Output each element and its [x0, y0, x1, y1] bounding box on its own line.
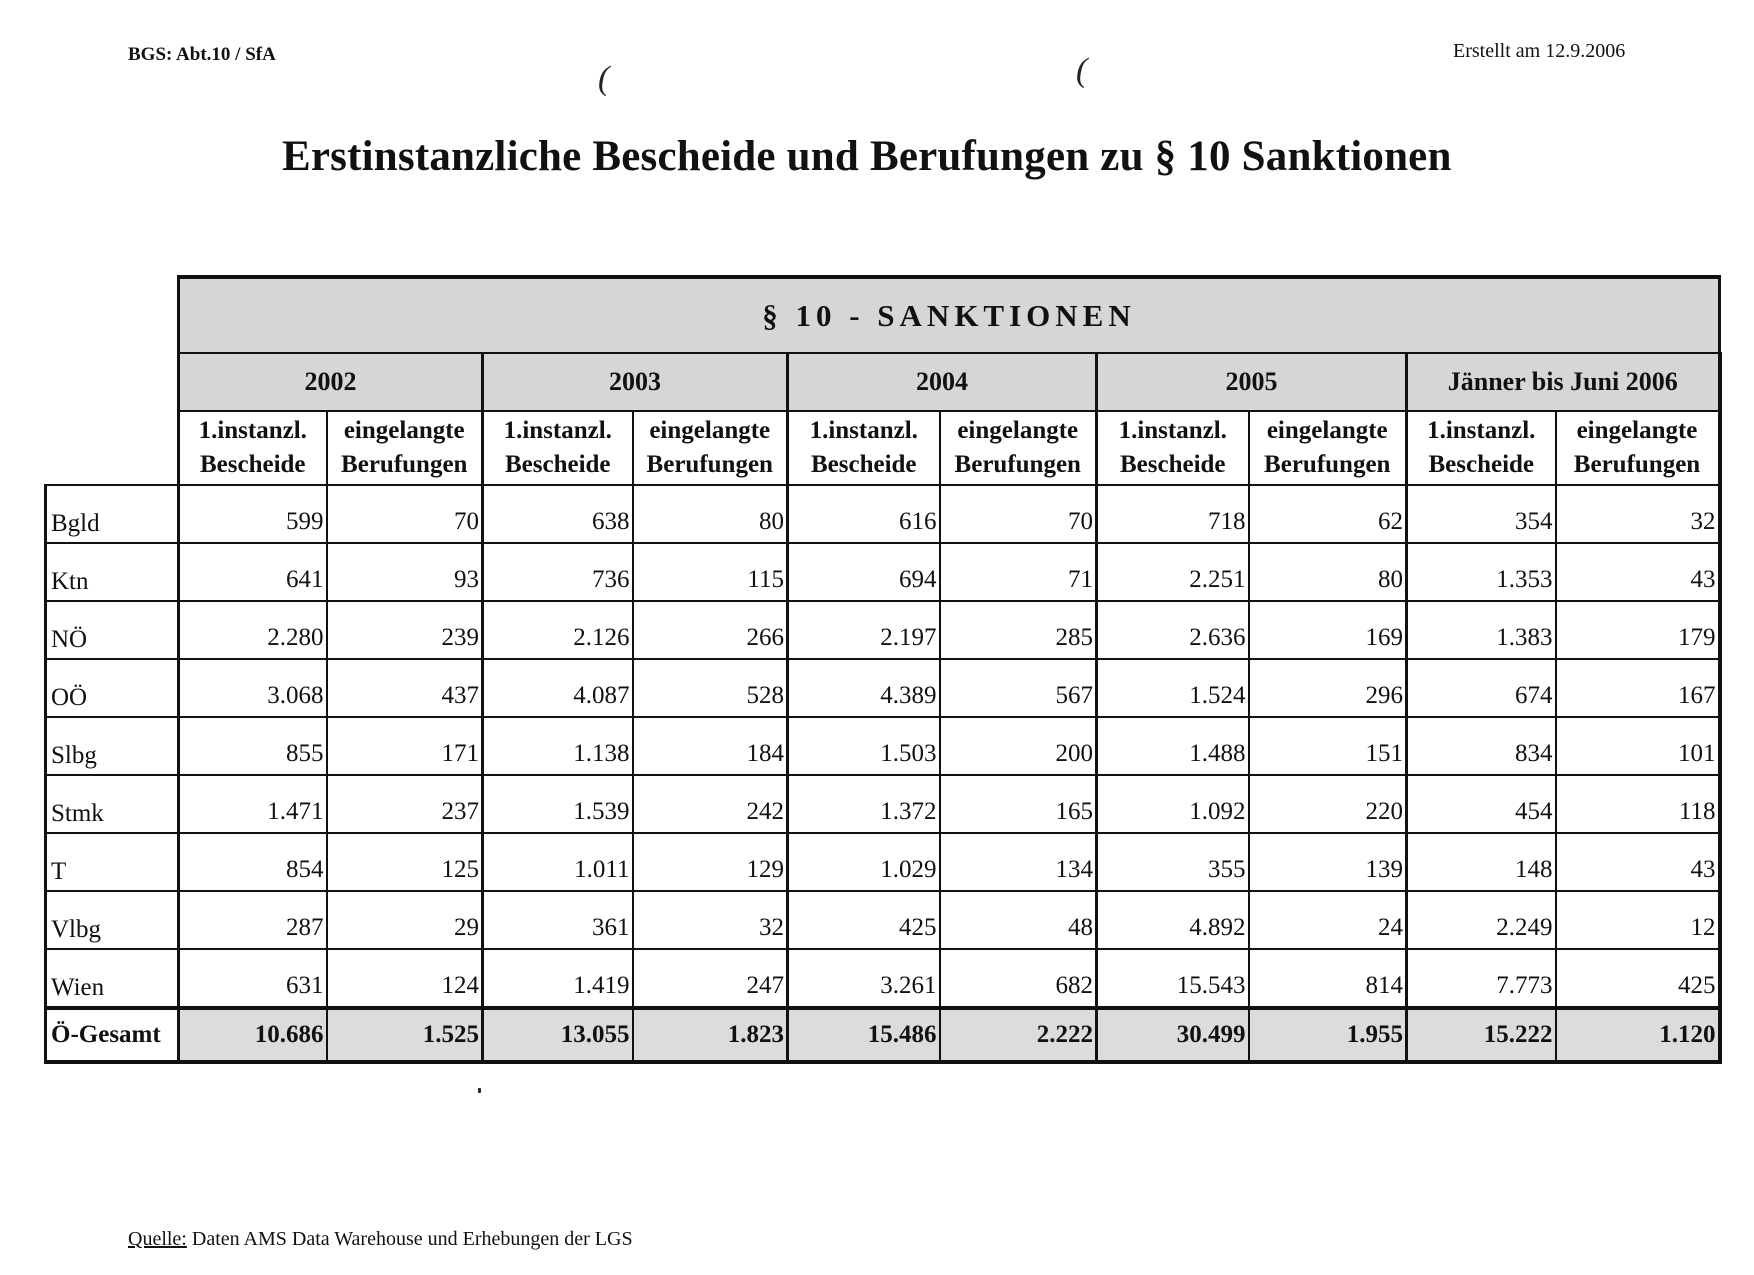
column-header-line: eingelangte	[1266, 417, 1388, 444]
column-header-berufungen	[940, 411, 1097, 485]
table-row	[46, 601, 1720, 659]
table-row	[46, 833, 1720, 891]
cell-berufungen: 12	[1556, 891, 1720, 949]
cell-bescheide: 355	[1097, 833, 1249, 891]
cell-berufungen: 814	[1249, 949, 1407, 1008]
year-header: 2004	[788, 353, 1097, 411]
row-label: Wien	[46, 949, 179, 1008]
cell-berufungen: 1.955	[1249, 1008, 1407, 1062]
cell-berufungen: 32	[633, 891, 788, 949]
cell-bescheide: 674	[1407, 659, 1556, 717]
year-header: 2003	[483, 353, 788, 411]
cell-bescheide: 30.499	[1097, 1008, 1249, 1062]
cell-bescheide: 1.419	[483, 949, 633, 1008]
cell-bescheide: 354	[1407, 485, 1556, 543]
cell-berufungen: 266	[633, 601, 788, 659]
cell-berufungen: 169	[1249, 601, 1407, 659]
cell-berufungen: 24	[1249, 891, 1407, 949]
cell-bescheide: 4.087	[483, 659, 633, 717]
cell-berufungen: 237	[327, 775, 483, 833]
column-header-line: 1.instanzl.	[503, 417, 612, 444]
cell-bescheide: 15.486	[788, 1008, 940, 1062]
total-row	[46, 1008, 1720, 1062]
cell-berufungen: 239	[327, 601, 483, 659]
cell-bescheide: 13.055	[483, 1008, 633, 1062]
cell-berufungen: 296	[1249, 659, 1407, 717]
cell-bescheide: 2.251	[1097, 543, 1249, 601]
column-header-line: 1.instanzl.	[1427, 417, 1536, 444]
cell-bescheide: 15.543	[1097, 949, 1249, 1008]
cell-bescheide: 361	[483, 891, 633, 949]
cell-berufungen: 129	[633, 833, 788, 891]
cell-bescheide: 599	[179, 485, 327, 543]
column-header-berufungen	[327, 411, 483, 485]
cell-bescheide: 454	[1407, 775, 1556, 833]
column-header-line: eingelangte	[343, 417, 465, 444]
cell-bescheide: 736	[483, 543, 633, 601]
column-header-line: Bescheide	[810, 451, 917, 478]
cell-berufungen: 1.120	[1556, 1008, 1720, 1062]
column-header-bescheide	[483, 411, 633, 485]
cell-berufungen: 43	[1556, 543, 1720, 601]
column-header-line: Berufungen	[1264, 451, 1391, 478]
table-row	[46, 949, 1720, 1008]
row-label: Vlbg	[46, 891, 179, 949]
year-header: 2002	[179, 353, 483, 411]
column-header-line: Berufungen	[646, 451, 773, 478]
cell-berufungen: 70	[327, 485, 483, 543]
cell-berufungen: 528	[633, 659, 788, 717]
cell-bescheide: 1.372	[788, 775, 940, 833]
table-row	[46, 717, 1720, 775]
cell-bescheide: 148	[1407, 833, 1556, 891]
cell-bescheide: 834	[1407, 717, 1556, 775]
column-header-bescheide	[1407, 411, 1556, 485]
cell-berufungen: 220	[1249, 775, 1407, 833]
source-text: Daten AMS Data Warehouse und Erhebungen der LGS	[186, 1228, 633, 1250]
column-header-berufungen	[633, 411, 788, 485]
cell-berufungen: 200	[940, 717, 1097, 775]
cell-bescheide: 1.353	[1407, 543, 1556, 601]
column-header-line: Bescheide	[504, 451, 611, 478]
cell-bescheide: 855	[179, 717, 327, 775]
column-header-bescheide	[788, 411, 940, 485]
header-department: BGS: Abt.10 / SfA	[128, 44, 276, 65]
cell-bescheide: 1.488	[1097, 717, 1249, 775]
corner-blank	[46, 411, 179, 485]
cell-berufungen: 118	[1556, 775, 1720, 833]
cell-bescheide: 1.092	[1097, 775, 1249, 833]
column-header-line: 1.instanzl.	[809, 417, 918, 444]
cell-bescheide: 854	[179, 833, 327, 891]
cell-berufungen: 124	[327, 949, 483, 1008]
cell-bescheide: 3.068	[179, 659, 327, 717]
row-label: T	[46, 833, 179, 891]
cell-bescheide: 2.280	[179, 601, 327, 659]
cell-bescheide: 1.138	[483, 717, 633, 775]
row-label: Bgld	[46, 485, 179, 543]
page-title: Erstinstanzliche Bescheide und Berufungen zu § 10 Sanktionen	[282, 133, 1452, 180]
cell-bescheide: 2.249	[1407, 891, 1556, 949]
cell-bescheide: 1.524	[1097, 659, 1249, 717]
header-created-date: Erstellt am 12.9.2006	[1453, 40, 1626, 62]
cell-berufungen: 139	[1249, 833, 1407, 891]
cell-bescheide: 1.471	[179, 775, 327, 833]
column-header-line: eingelangte	[649, 417, 771, 444]
cell-bescheide: 10.686	[179, 1008, 327, 1062]
cell-bescheide: 641	[179, 543, 327, 601]
column-header-bescheide	[179, 411, 327, 485]
row-label: Ö-Gesamt	[46, 1008, 179, 1062]
cell-berufungen: 567	[940, 659, 1097, 717]
cell-berufungen: 171	[327, 717, 483, 775]
cell-berufungen: 247	[633, 949, 788, 1008]
source-label: Quelle:	[128, 1228, 187, 1250]
sanctions-table	[44, 275, 1722, 1064]
cell-berufungen: 29	[327, 891, 483, 949]
cell-berufungen: 242	[633, 775, 788, 833]
cell-bescheide: 616	[788, 485, 940, 543]
column-header-line: Bescheide	[199, 451, 306, 478]
column-header-berufungen	[1249, 411, 1407, 485]
table-row	[46, 543, 1720, 601]
table-banner: § 10 - SANKTIONEN	[179, 277, 1720, 353]
cell-berufungen: 437	[327, 659, 483, 717]
table-row	[46, 891, 1720, 949]
row-label: Slbg	[46, 717, 179, 775]
cell-bescheide: 718	[1097, 485, 1249, 543]
cell-berufungen: 285	[940, 601, 1097, 659]
cell-berufungen: 62	[1249, 485, 1407, 543]
column-header-line: Berufungen	[1573, 451, 1701, 478]
cell-berufungen: 32	[1556, 485, 1720, 543]
cell-bescheide: 1.029	[788, 833, 940, 891]
cell-berufungen: 115	[633, 543, 788, 601]
row-label: NÖ	[46, 601, 179, 659]
row-label: Ktn	[46, 543, 179, 601]
cell-bescheide: 638	[483, 485, 633, 543]
cell-bescheide: 2.126	[483, 601, 633, 659]
cell-berufungen: 1.823	[633, 1008, 788, 1062]
cell-berufungen: 167	[1556, 659, 1720, 717]
year-header: Jänner bis Juni 2006	[1407, 353, 1720, 411]
cell-berufungen: 125	[327, 833, 483, 891]
cell-berufungen: 80	[1249, 543, 1407, 601]
cell-bescheide: 4.389	[788, 659, 940, 717]
cell-bescheide: 2.197	[788, 601, 940, 659]
column-header-line: Bescheide	[1119, 451, 1226, 478]
cell-berufungen: 179	[1556, 601, 1720, 659]
column-header-line: Berufungen	[954, 451, 1081, 478]
cell-bescheide: 1.539	[483, 775, 633, 833]
corner-blank	[46, 353, 179, 411]
cell-berufungen: 2.222	[940, 1008, 1097, 1062]
table-row	[46, 659, 1720, 717]
table-row	[46, 775, 1720, 833]
cell-bescheide: 287	[179, 891, 327, 949]
cell-berufungen: 151	[1249, 717, 1407, 775]
cell-berufungen: 43	[1556, 833, 1720, 891]
row-label: Stmk	[46, 775, 179, 833]
cell-berufungen: 682	[940, 949, 1097, 1008]
column-header-bescheide	[1097, 411, 1249, 485]
cell-berufungen: 80	[633, 485, 788, 543]
column-header-line: eingelangte	[957, 417, 1079, 444]
cell-berufungen: 425	[1556, 949, 1720, 1008]
table-row	[46, 485, 1720, 543]
corner-blank	[46, 277, 179, 353]
source-note	[128, 1228, 633, 1251]
column-header-line: eingelangte	[1576, 417, 1698, 444]
punch-mark: (	[1076, 52, 1088, 89]
column-header-line: 1.instanzl.	[198, 417, 307, 444]
cell-berufungen: 48	[940, 891, 1097, 949]
cell-berufungen: 71	[940, 543, 1097, 601]
cell-bescheide: 1.503	[788, 717, 940, 775]
cell-bescheide: 694	[788, 543, 940, 601]
cell-berufungen: 1.525	[327, 1008, 483, 1062]
cell-bescheide: 3.261	[788, 949, 940, 1008]
cell-bescheide: 631	[179, 949, 327, 1008]
cell-bescheide: 1.383	[1407, 601, 1556, 659]
row-label: OÖ	[46, 659, 179, 717]
scan-speck	[478, 1088, 481, 1093]
cell-berufungen: 165	[940, 775, 1097, 833]
cell-berufungen: 184	[633, 717, 788, 775]
punch-mark: (	[598, 60, 610, 97]
column-header-berufungen	[1556, 411, 1720, 485]
cell-bescheide: 2.636	[1097, 601, 1249, 659]
cell-berufungen: 134	[940, 833, 1097, 891]
cell-bescheide: 7.773	[1407, 949, 1556, 1008]
year-header: 2005	[1097, 353, 1407, 411]
cell-bescheide: 425	[788, 891, 940, 949]
column-header-line: 1.instanzl.	[1118, 417, 1227, 444]
cell-berufungen: 70	[940, 485, 1097, 543]
cell-bescheide: 1.011	[483, 833, 633, 891]
cell-bescheide: 15.222	[1407, 1008, 1556, 1062]
cell-berufungen: 101	[1556, 717, 1720, 775]
column-header-line: Bescheide	[1428, 451, 1535, 478]
cell-berufungen: 93	[327, 543, 483, 601]
cell-bescheide: 4.892	[1097, 891, 1249, 949]
column-header-line: Berufungen	[341, 451, 468, 478]
